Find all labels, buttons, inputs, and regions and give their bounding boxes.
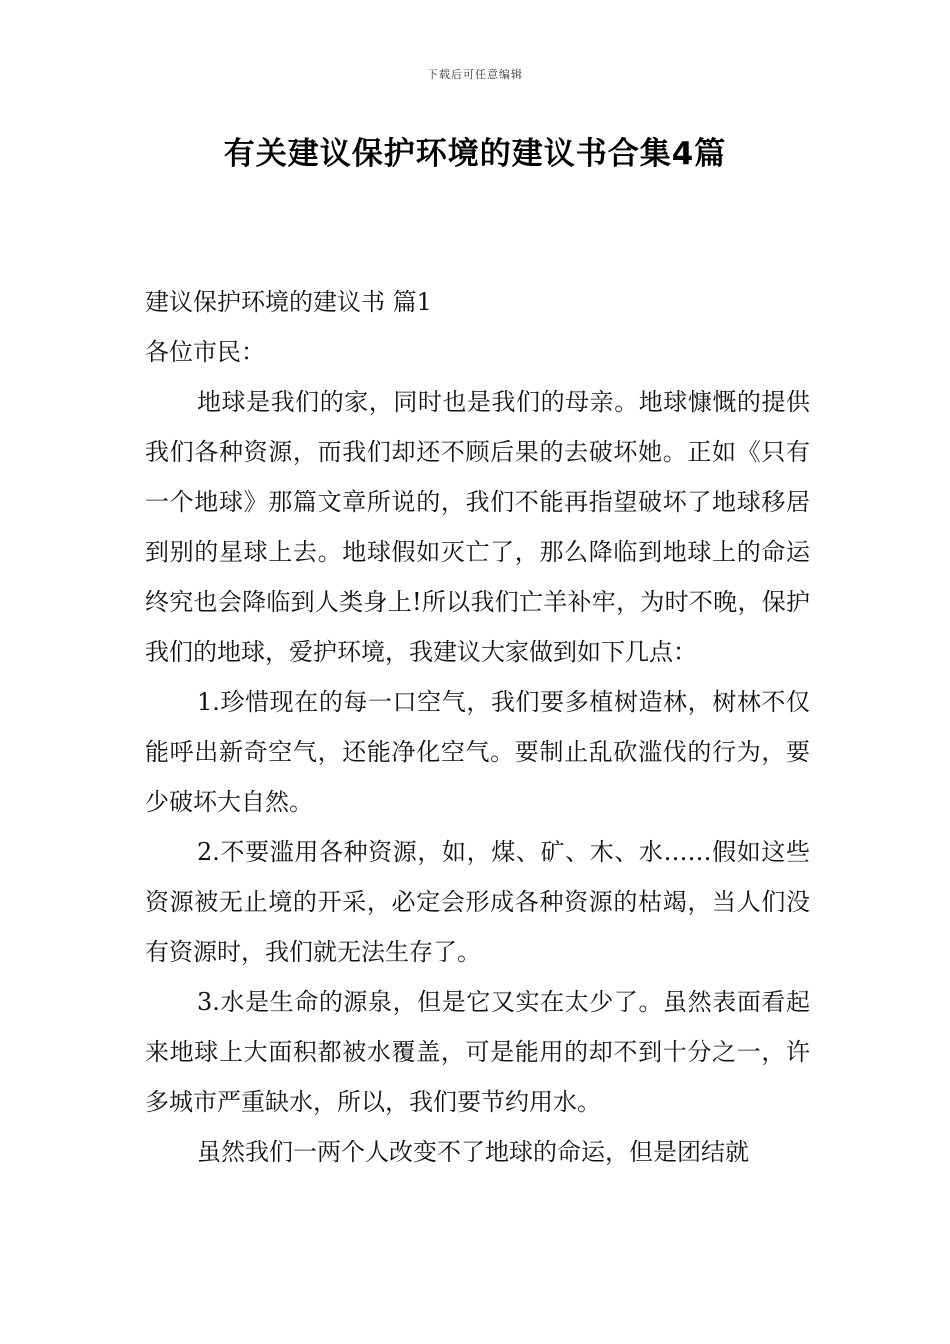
document-title: 有关建议保护环境的建议书合集4篇	[223, 136, 727, 172]
header-note: 下载后可任意编辑	[427, 68, 523, 81]
salutation: 各位市民：	[145, 338, 265, 366]
section-heading: 建议保护环境的建议书 篇1	[145, 288, 432, 316]
paragraph-point-1: 1.珍惜现在的每一口空气，我们要多植树造林，树林不仅能呼出新奇空气，还能净化空气。要制止乱砍滥伐的行为，要少破坏大自然。	[145, 688, 810, 816]
paragraph-closing: 虽然我们一两个人改变不了地球的命运，但是团结就	[197, 1138, 749, 1166]
paragraph-point-2: 2.不要滥用各种资源，如，煤、矿、木、水……假如这些资源被无止境的开采，必定会形成各种资源的枯竭，当人们没有资源时，我们就无法生存了。	[145, 838, 810, 966]
document-body	[145, 277, 810, 1177]
paragraph-point-3: 3.水是生命的源泉，但是它又实在太少了。虽然表面看起来地球上大面积都被水覆盖，可是能用的却不到十分之一，许多城市严重缺水，所以，我们要节约用水。	[145, 988, 810, 1116]
paragraph-intro: 地球是我们的家，同时也是我们的母亲。地球慷慨的提供我们各种资源，而我们却还不顾后果的去破坏她。正如《只有一个地球》那篇文章所说的，我们不能再指望破坏了地球移居到别的星球上去。地球假如灭亡了，那么降临到地球上的命运终究也会降临到人类身上!所以我们亡羊补牢，为时不晚，保护我们的地球，爱护环境，我建议大家做到如下几点：	[145, 388, 810, 666]
